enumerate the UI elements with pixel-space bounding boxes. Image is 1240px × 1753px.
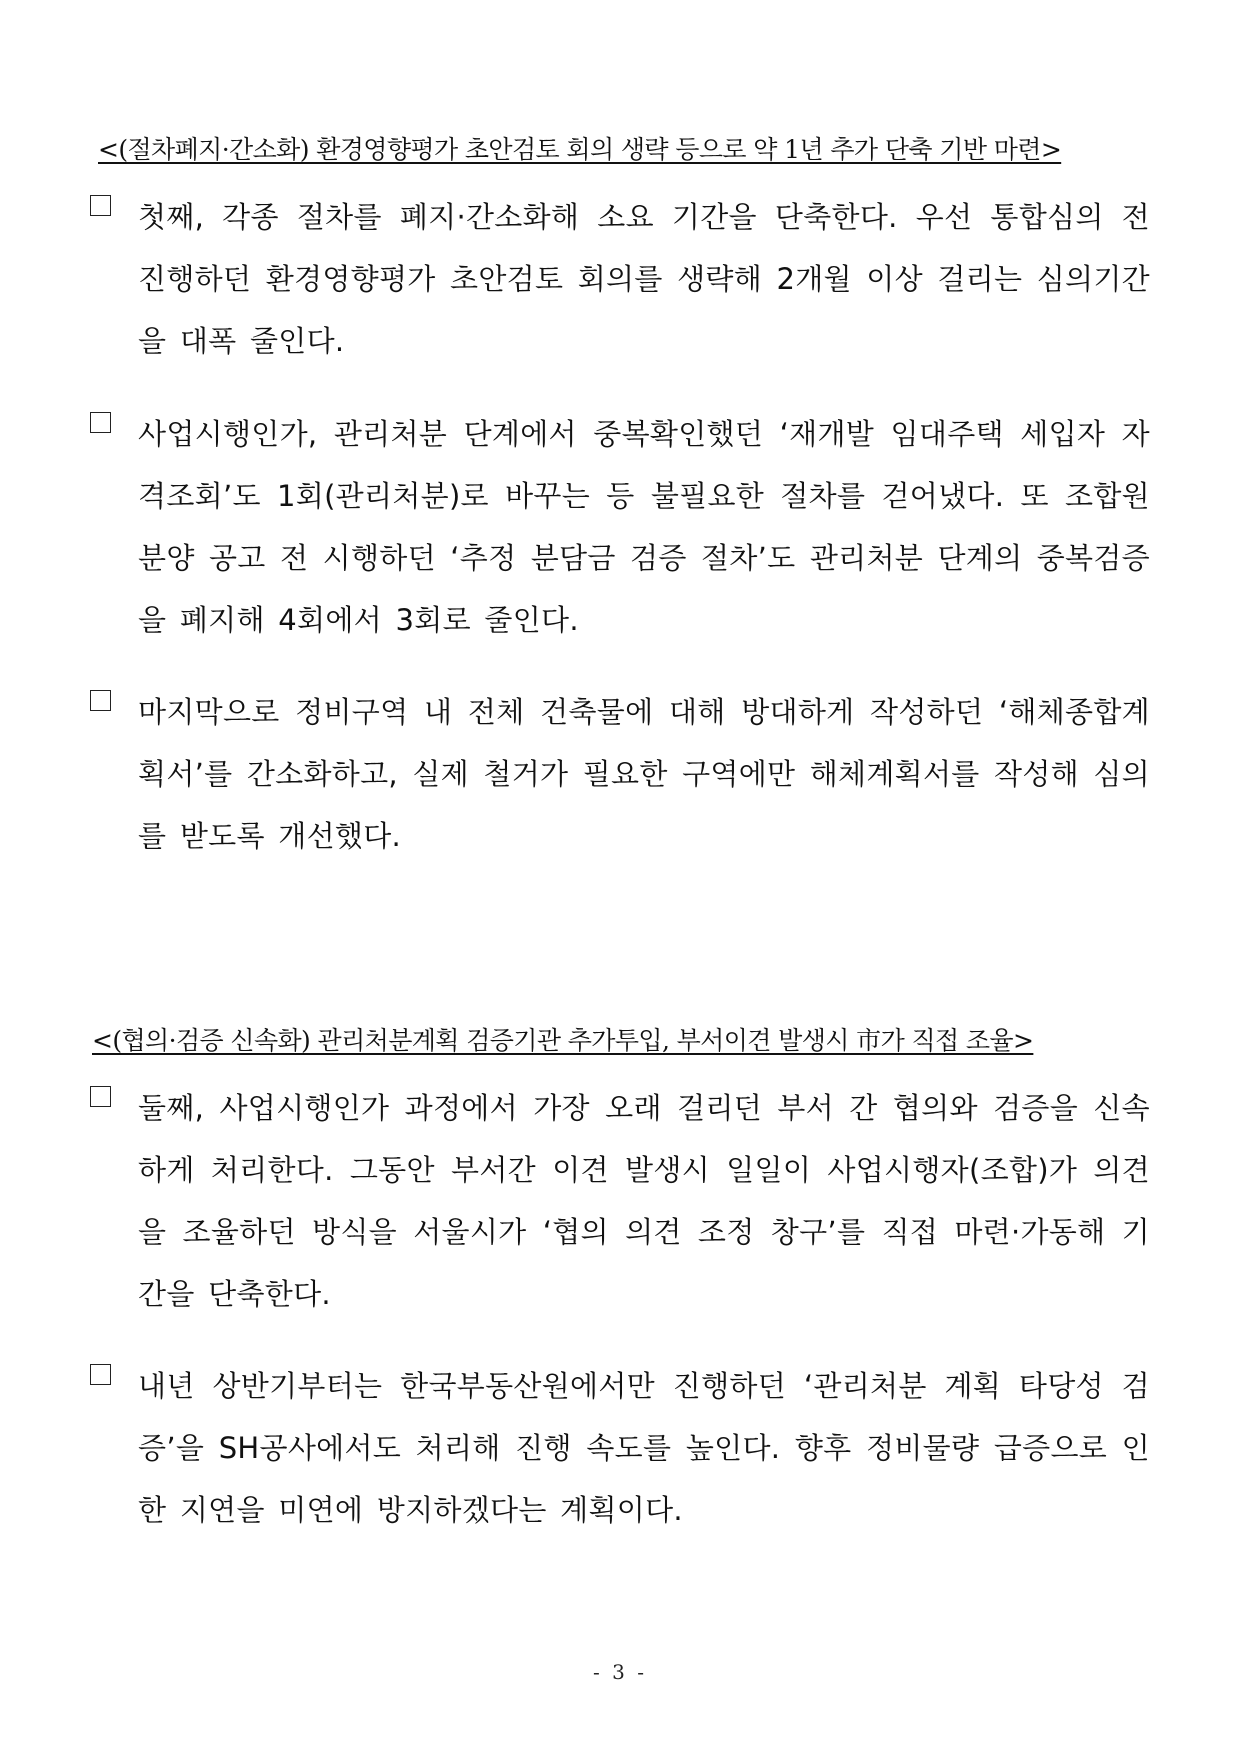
checkbox-bullet [90,412,111,433]
page-number: - 3 - [593,1660,647,1684]
checkbox-bullet [90,1086,111,1107]
paragraph-4 [90,1077,1150,1325]
paragraph-text: 마지막으로 정비구역 내 전체 건축물에 대해 방대하게 작성하던 ‘해체종합계획서’를 간소화하고, 실제 철거가 필요한 구역에만 해체계획서를 작성해 심의를 받도록 개선했다. [138,695,1150,853]
paragraph-5 [90,1355,1150,1541]
section-heading-consultation: <(협의·검증 신속화) 관리처분계획 검증기관 추가투입, 부서이견 발생시 市가 직접 조율> [92,1026,1034,1055]
section-heading-procedure: <(절차폐지·간소화) 환경영향평가 초안검토 회의 생략 등으로 약 1년 추가 단축 기반 마련> [98,135,1062,164]
paragraph-text: 둘째, 사업시행인가 과정에서 가장 오래 걸리던 부서 간 협의와 검증을 신속하게 처리한다. 그동안 부서간 이견 발생시 일일이 사업시행자(조합)가 의견을 조율하던 방식을 서울시가 ‘협의 의견 조정 창구’를 직접 마련·가동해 기간을 단축한다. [138,1091,1150,1311]
paragraph-text: 내년 상반기부터는 한국부동산원에서만 진행하던 ‘관리처분 계획 타당성 검증’을 SH공사에서도 처리해 진행 속도를 높인다. 향후 정비물량 급증으로 인한 지연을 미연에 방지하겠다는 계획이다. [138,1369,1150,1527]
paragraph-1 [90,186,1150,372]
paragraph-2 [90,403,1150,651]
paragraph-3 [90,681,1150,867]
paragraph-text: 첫째, 각종 절차를 폐지·간소화해 소요 기간을 단축한다. 우선 통합심의 전 진행하던 환경영향평가 초안검토 회의를 생략해 2개월 이상 걸리는 심의기간을 대폭 줄인다. [138,200,1150,358]
checkbox-bullet [90,195,111,216]
checkbox-bullet [90,690,111,711]
checkbox-bullet [90,1364,111,1385]
paragraph-text: 사업시행인가, 관리처분 단계에서 중복확인했던 ‘재개발 임대주택 세입자 자격조회’도 1회(관리처분)로 바꾸는 등 불필요한 절차를 걷어냈다. 또 조합원 분양 공고 전 시행하던 ‘추정 분담금 검증 절차’도 관리처분 단계의 중복검증을 폐지해 4회에서 3회로 줄인다. [138,417,1150,637]
